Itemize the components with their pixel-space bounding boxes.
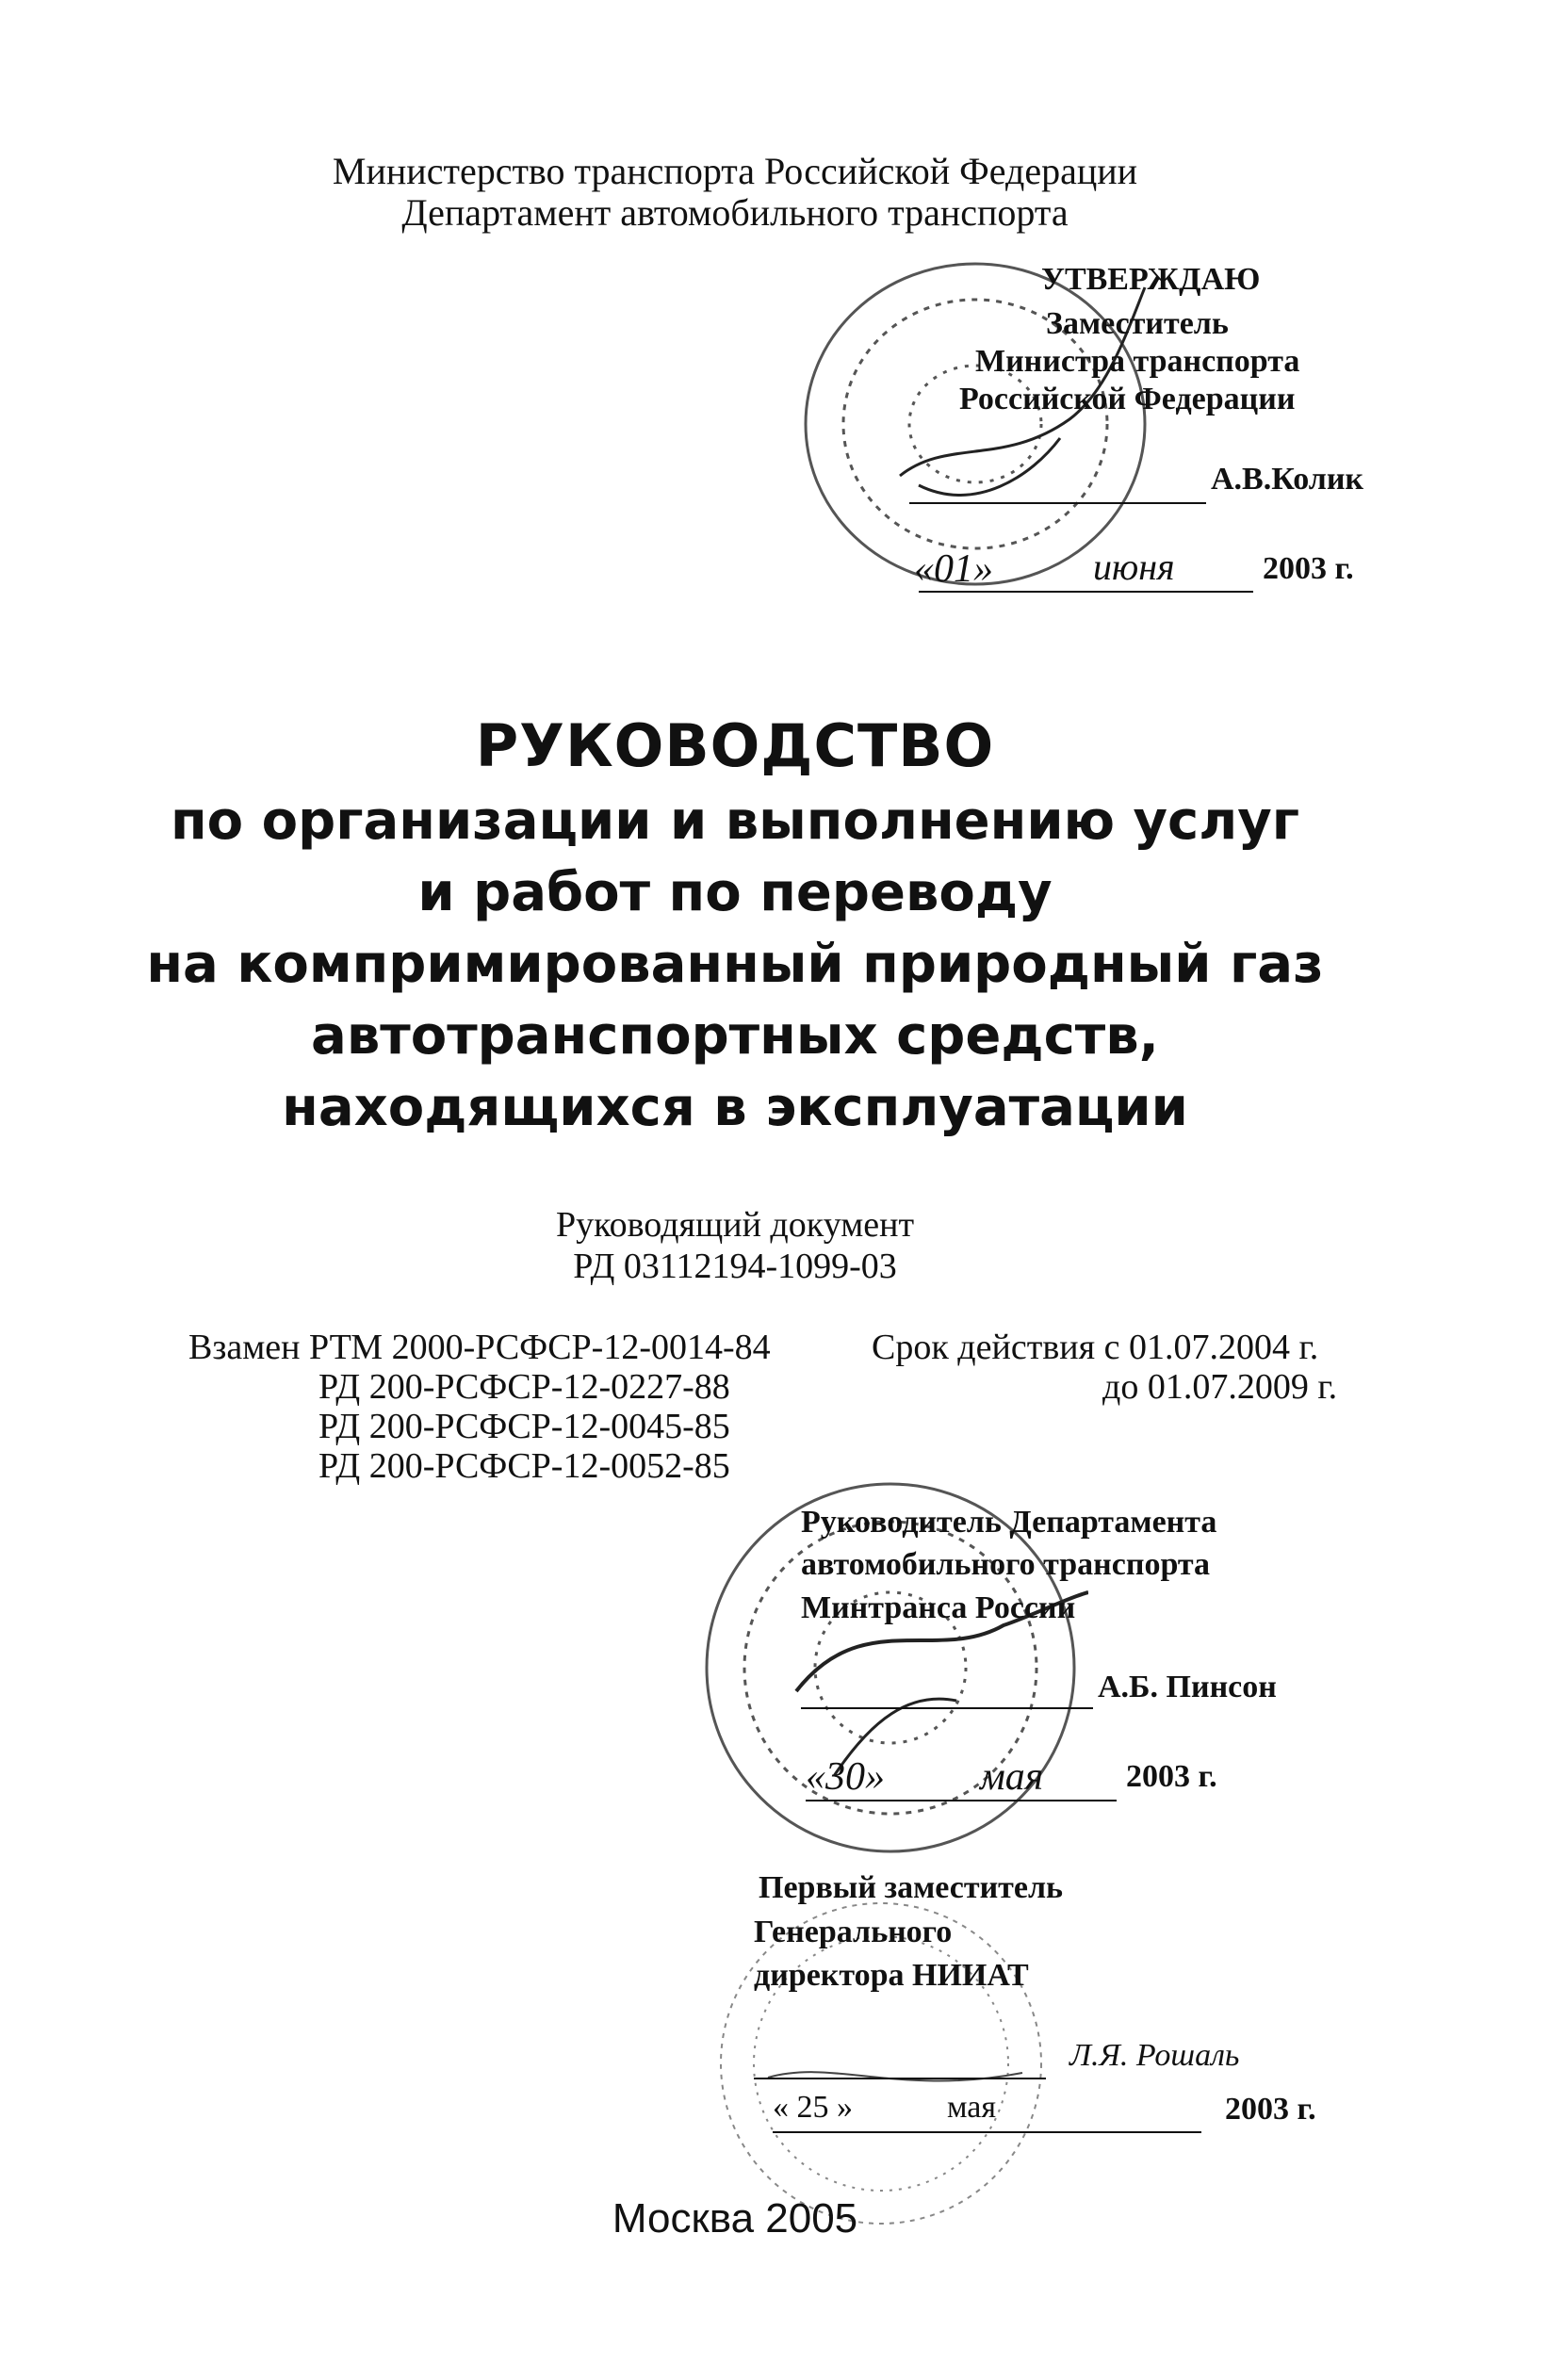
replaces-line-2: РД 200-РСФСР-12-0227-88 [318,1367,730,1407]
validity-from: Срок действия с 01.07.2004 г. [872,1328,1319,1367]
approver-name-1: А.В.Колик [1211,462,1363,497]
title-line-2: и работ по переводу [417,862,1053,923]
publication-city-year: Москва 2005 [612,2195,858,2241]
approval-date-year-1: 2003 г. [1263,551,1354,586]
approval-position-1b: Министра транспорта [975,344,1300,379]
signature-line-3 [754,2078,1046,2079]
document-code: РД 03112194-1099-03 [573,1247,897,1286]
department-name: Департамент автомобильного транспорта [401,191,1069,234]
document-identifier [0,1204,1470,1287]
signature-line-2 [801,1707,1093,1709]
approval-date-month-3: мая [947,2090,997,2125]
approval-position-3a: Первый заместитель [759,1870,1063,1905]
approver-name-3: Л.Я. Рошаль [1069,2038,1240,2073]
title-line-4: автотранспортных средств, [311,1005,1159,1067]
title-line-5: находящихся в эксплуатации [282,1077,1188,1138]
approval-position-1c: Российской Федерации [959,382,1296,416]
document-type: Руководящий документ [555,1205,915,1245]
approval-position-2b: автомобильного транспорта [801,1547,1211,1582]
replaces-line-3: РД 200-РСФСР-12-0045-85 [318,1407,730,1446]
approval-date-month-1: июня [1093,546,1175,588]
title-main: РУКОВОДСТВО [475,711,995,780]
approval-position-3b: Генерального [754,1915,953,1949]
approval-date-month-2: мая [980,1755,1044,1799]
replaces-line-1: Взамен РТМ 2000-РСФСР-12-0014-84 [188,1328,771,1367]
replaces-line-4: РД 200-РСФСР-12-0052-85 [318,1446,730,1486]
title-line-1: по организации и выполнению услуг [170,791,1299,852]
date-line-2 [806,1800,1117,1801]
signature-line-1 [909,502,1206,504]
approval-date-year-2: 2003 г. [1126,1759,1217,1794]
header [0,151,1470,234]
approval-position-2a: Руководитель Департамента [801,1505,1217,1540]
date-line-3 [773,2131,1201,2133]
approval-heading-1: УТВЕРЖДАЮ [1041,262,1261,297]
approver-name-2: А.Б. Пинсон [1098,1670,1277,1704]
approval-date-day-1: «01» [914,547,993,591]
approval-position-2c: Минтранса России [801,1590,1076,1625]
title-line-3: на компримированный природный газ [146,934,1324,995]
approval-date-day-3: « 25 » [773,2090,853,2125]
date-line-1 [919,591,1253,593]
approval-date-day-2: «30» [806,1755,885,1799]
validity-to: до 01.07.2009 г. [1102,1367,1338,1407]
approval-date-year-3: 2003 г. [1225,2092,1316,2127]
approval-position-3c: директора НИИАТ [754,1958,1029,1993]
ministry-name: Министерство транспорта Российской Федерации [332,150,1138,192]
approval-position-1a: Заместитель [1046,306,1229,341]
document-title [0,707,1470,1144]
